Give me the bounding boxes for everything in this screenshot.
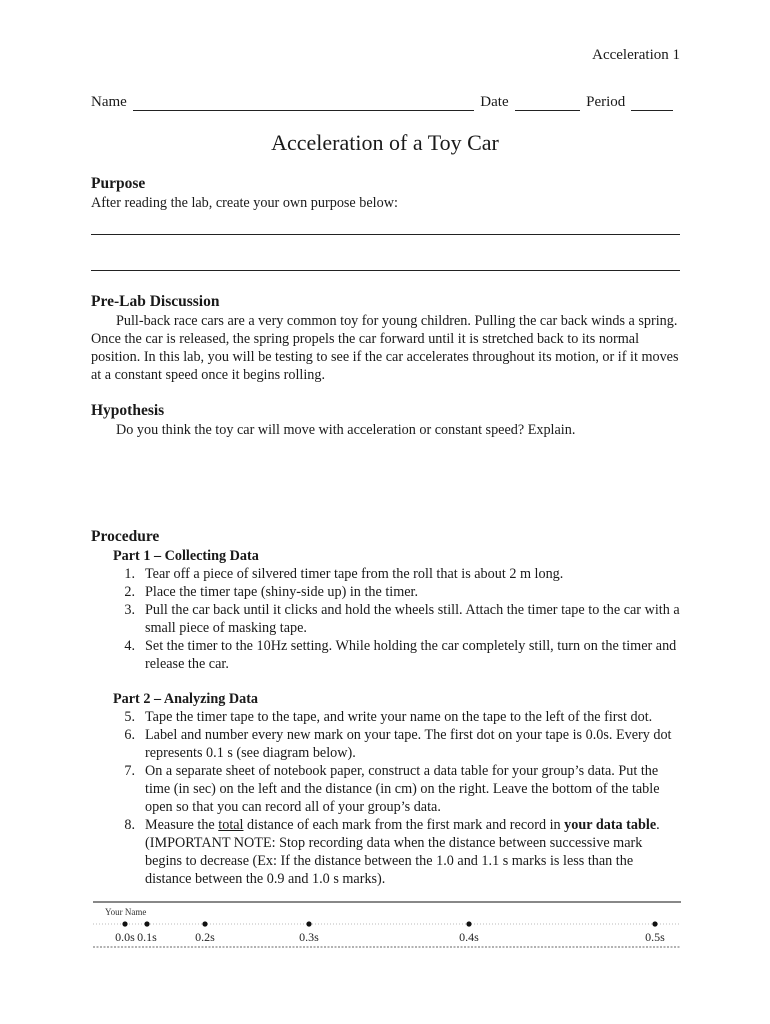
page-header: Acceleration 1 [592,47,680,63]
hypothesis-heading: Hypothesis [91,402,165,419]
step8-text-e: . (IMPORTANT NOTE: Stop recording data when the distance between successive mark begins to decrease (Ex: If the distance between the 1.0 and 1.1 s marks is less than the distance between the 0.9 and 1.0 s marks). [145,817,660,887]
tape-mark-label: 0.4s [459,930,479,944]
part1-steps [91,565,681,673]
list-item [91,565,681,583]
purpose-heading: Purpose [91,175,146,192]
tape-mark-label: 0.0s [115,930,135,944]
list-item [91,762,681,816]
tape-dot [466,921,471,926]
list-item [91,816,681,888]
step-number: 3. [124,602,135,618]
prelab-text: Pull-back race cars are a very common toy for young children. Pulling the car back winds a spring. Once the car is released, the spring propels the car forward until it is stretched back to its normal position. In this lab, you will be testing to see if the car accelerates throughout its motion, or if it moves at a constant speed once it begins rolling. [91,313,679,383]
step-text [135,816,681,888]
purpose-answer-line-1[interactable] [91,234,680,235]
tape-mark-label: 0.1s [137,930,157,944]
hypothesis-section [91,401,681,439]
hypothesis-prompt: Do you think the toy car will move with acceleration or constant speed? Explain. [116,422,576,438]
step-8 [91,816,681,888]
tape-dot [202,921,207,926]
tape-mark-label: 0.2s [195,930,215,944]
step-text: Tear off a piece of silvered timer tape from the roll that is about 2 m long. [145,566,564,582]
step-text: Label and number every new mark on your tape. The first dot on your tape is 0.0s. Every dot represents 0.1 s (see diagram below). [145,727,672,761]
tape-name-label: Your Name [105,907,147,917]
step-text: Place the timer tape (shiny-side up) in the timer. [145,584,419,600]
step-number: 6. [124,727,135,743]
procedure-heading: Procedure [91,528,160,545]
step8-text-total: total [218,817,244,833]
step-number: 5. [124,709,135,725]
tape-mark-label: 0.3s [299,930,319,944]
list-item [91,583,681,601]
step8-text-your-data-table: your data table [564,817,657,833]
step-text: Set the timer to the 10Hz setting. While holding the car completely still, turn on the timer and release the car. [145,638,677,672]
name-label: Name [91,94,127,110]
period-label: Period [586,94,626,110]
date-label: Date [480,94,509,110]
part2-title: Part 2 – Analyzing Data [113,691,259,707]
step-text: Tape the timer tape to the tape, and write your name on the tape to the left of the first dot. [145,709,653,725]
list-item [91,601,681,637]
procedure-section [91,527,681,888]
step-text: Pull the car back until it clicks and hold the wheels still. Attach the timer tape to the car with a small piece of masking tape. [145,602,680,636]
period-field[interactable] [631,96,673,111]
tape-dot [306,921,311,926]
tape-mark-label: 0.5s [645,930,665,944]
step-number: 2. [124,584,135,600]
prelab-section [91,292,681,384]
purpose-section [91,174,681,212]
step-number: 8. [124,817,135,833]
step-text: On a separate sheet of notebook paper, construct a data table for your group’s data. Put the time (in sec) on the left and the distance (in cm) on the right. Leave the bottom of the table open so that you can record all of your group’s data. [145,763,660,815]
purpose-prompt: After reading the lab, create your own purpose below: [91,195,398,211]
purpose-answer-line-2[interactable] [91,270,680,271]
list-item [91,726,681,762]
part1-title: Part 1 – Collecting Data [113,548,259,564]
prelab-heading: Pre-Lab Discussion [91,293,220,310]
step-number: 7. [124,763,135,779]
step8-text-c: distance of each mark from the first mark and record in [243,817,565,833]
tape-dot [652,921,657,926]
list-item [91,637,681,673]
student-info-line [91,94,679,111]
list-item [91,708,681,726]
name-field[interactable] [133,96,474,111]
page-title: Acceleration of a Toy Car [271,130,499,155]
tape-dot [122,921,127,926]
tape-dot [144,921,149,926]
timer-tape-diagram [93,899,681,949]
step-number: 1. [124,566,135,582]
date-field[interactable] [515,96,581,111]
part2-steps [91,708,681,816]
step8-text-a: Measure the [145,817,219,833]
step-number: 4. [124,638,135,654]
